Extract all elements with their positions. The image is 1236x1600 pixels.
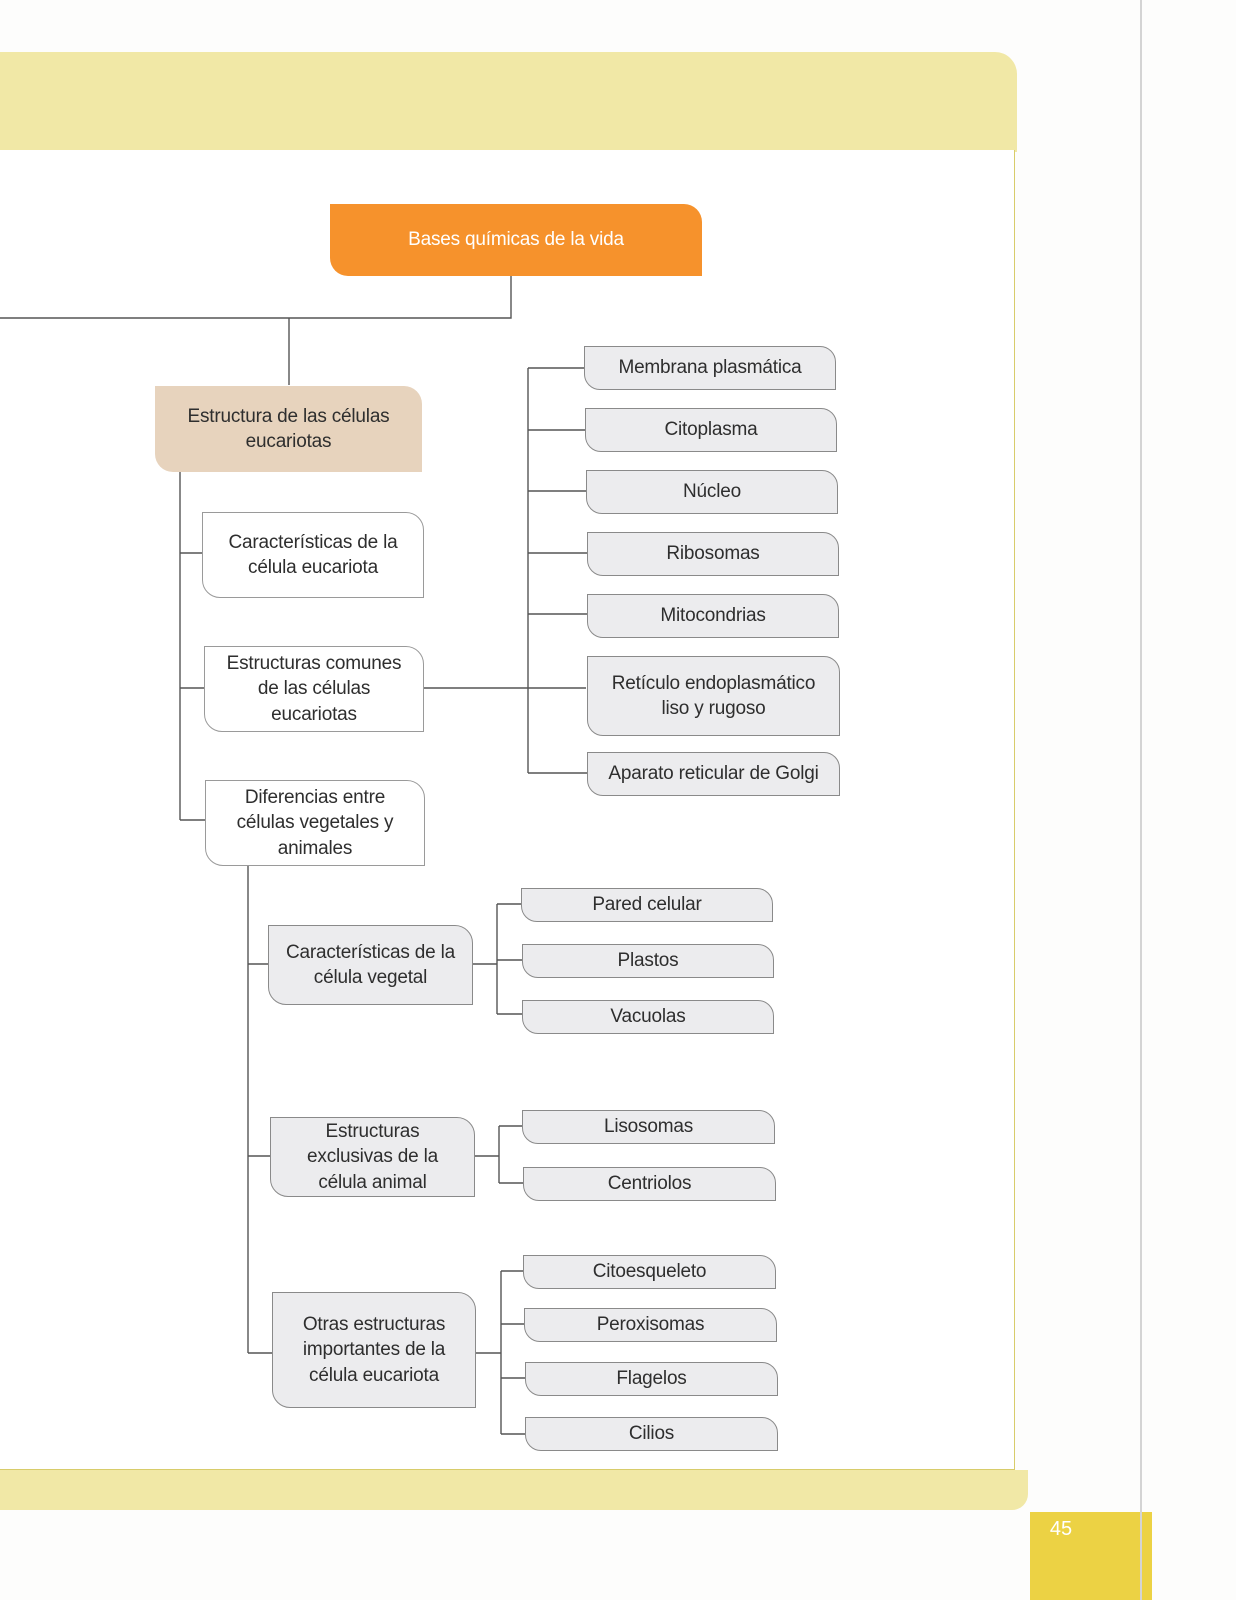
other-item-label: Flagelos bbox=[616, 1368, 687, 1390]
main-label: Estructura de las células eucariotas bbox=[187, 405, 390, 452]
root-label: Bases químicas de la vida bbox=[408, 229, 624, 251]
plant-item bbox=[521, 888, 773, 922]
plant-item bbox=[522, 1000, 774, 1034]
common-item bbox=[586, 470, 838, 514]
branch-features bbox=[202, 512, 424, 598]
common-item-label: Aparato reticular de Golgi bbox=[608, 763, 819, 785]
common-item bbox=[585, 408, 837, 452]
branch-differences bbox=[205, 780, 425, 866]
plant-item-label: Pared celular bbox=[592, 894, 702, 916]
animal-label: Estructuras exclusivas de la célula animal bbox=[307, 1121, 438, 1193]
connector-root bbox=[0, 274, 511, 318]
common-item bbox=[584, 346, 836, 390]
branch-common-label: Estructuras comunes de las células eucariotas bbox=[226, 653, 402, 725]
other-node bbox=[272, 1292, 476, 1408]
plant-item-label: Vacuolas bbox=[610, 1006, 686, 1028]
main-node bbox=[155, 386, 422, 472]
other-item bbox=[525, 1417, 778, 1451]
common-item-label: Núcleo bbox=[683, 481, 741, 503]
common-item bbox=[587, 656, 840, 736]
plant-node bbox=[268, 925, 473, 1005]
common-item-label: Membrana plasmática bbox=[618, 357, 802, 379]
branch-common bbox=[204, 646, 424, 732]
common-item-label: Ribosomas bbox=[666, 543, 760, 565]
animal-item-label: Lisosomas bbox=[603, 1116, 694, 1138]
common-item bbox=[587, 752, 840, 796]
plant-item-label: Plastos bbox=[617, 950, 679, 972]
root-node bbox=[330, 204, 702, 276]
animal-item-label: Centriolos bbox=[607, 1173, 692, 1195]
common-item bbox=[587, 594, 839, 638]
other-item bbox=[525, 1362, 778, 1396]
plant-label: Características de la célula vegetal bbox=[286, 941, 455, 988]
animal-item bbox=[522, 1110, 775, 1144]
animal-item bbox=[523, 1167, 776, 1201]
common-item-label: Mitocondrias bbox=[660, 605, 766, 627]
page-number: 45 bbox=[1049, 1518, 1073, 1540]
other-item-label: Cilios bbox=[628, 1423, 675, 1445]
other-item bbox=[523, 1255, 776, 1289]
other-item bbox=[524, 1308, 777, 1342]
other-item-label: Peroxisomas bbox=[596, 1314, 705, 1336]
animal-node bbox=[270, 1117, 475, 1197]
common-item-label: Citoplasma bbox=[664, 419, 758, 441]
common-item bbox=[587, 532, 839, 576]
common-item-label: Retículo endoplasmático liso y rugoso bbox=[611, 672, 816, 719]
branch-features-label: Características de la célula eucariota bbox=[228, 531, 398, 578]
other-item-label: Citoesqueleto bbox=[592, 1261, 707, 1283]
other-label: Otras estructuras importantes de la célula eucariota bbox=[302, 1314, 446, 1386]
branch-differences-label: Diferencias entre células vegetales y animales bbox=[236, 787, 394, 859]
plant-item bbox=[522, 944, 774, 978]
